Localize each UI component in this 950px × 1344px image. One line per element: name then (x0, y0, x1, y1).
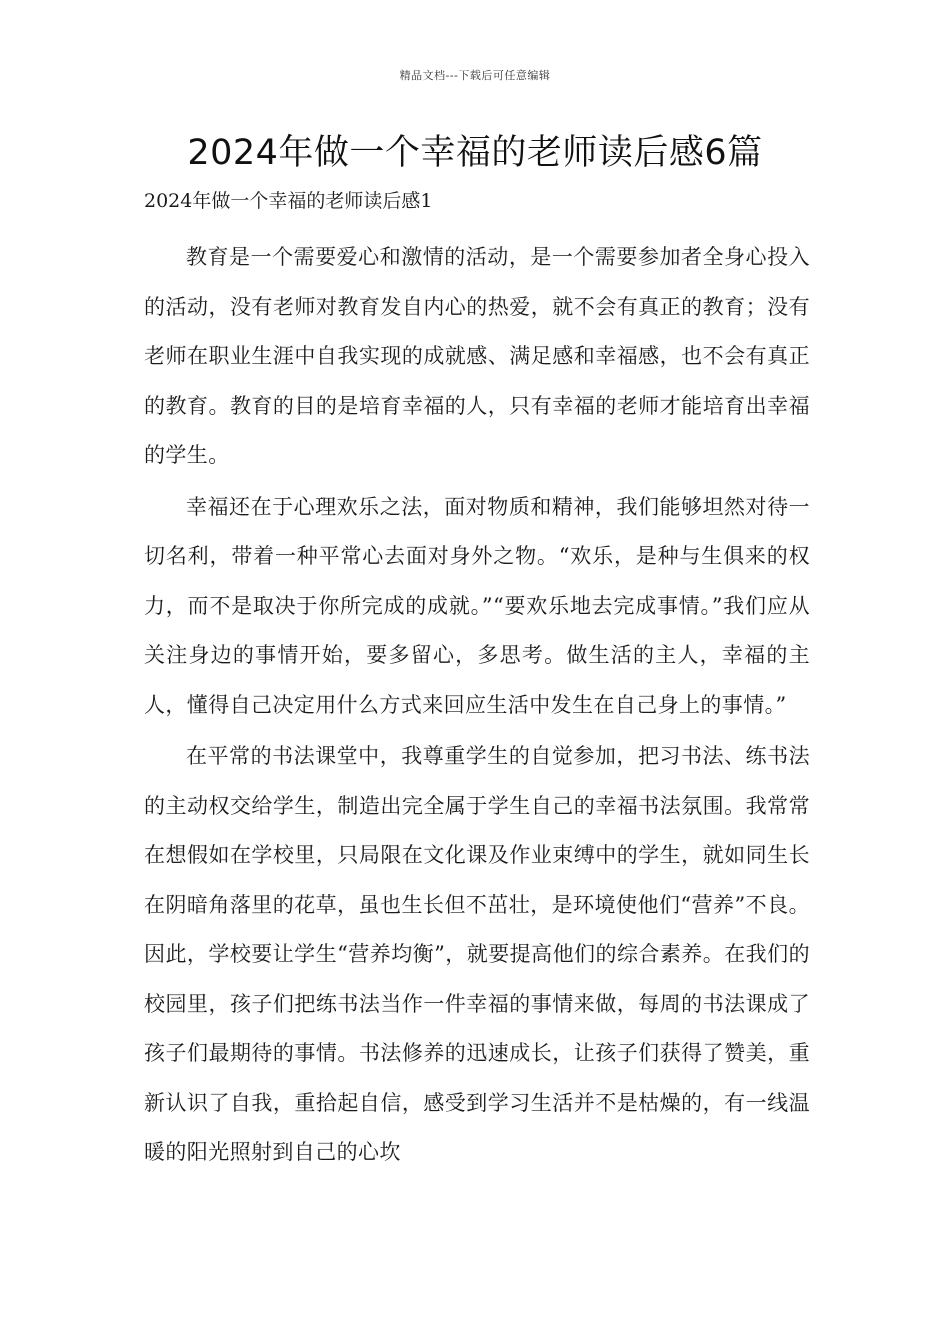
paragraph-1: 教育是一个需要爱心和激情的活动，是一个需要参加者全身心投入的活动，没有老师对教育发自内心的热爱，就不会有真正的教育；没有老师在职业生涯中自我实现的成就感、满足感和幸福感，也不会有真正的教育。教育的目的是培育幸福的人，只有幸福的老师才能培育出幸福的学生。 (144, 245, 810, 467)
paragraph-3: 在平常的书法课堂中，我尊重学生的自觉参加，把习书法、练书法的主动权交给学生，制造出完全属于学生自己的幸福书法氛围。我常常在想假如在学校里，只局限在文化课及作业束缚中的学生，就如同生长在阴暗角落里的花草，虽也生长但不茁壮，是环境使他们“营养”不良。因此，学校要让学生“营养均衡”，就要提高他们的综合素养。在我们的校园里，孩子们把练书法当作一件幸福的事情来做，每周的书法课成了孩子们最期待的事情。书法修养的迅速成长，让孩子们获得了赞美，重新认识了自我，重拾起自信，感受到学习生活并不是枯燥的，有一线温暖的阳光照射到自己的心坎 (144, 744, 810, 1164)
document-body (144, 233, 810, 1180)
header-note: 精品文档---下载后可任意编辑 (399, 69, 551, 82)
paragraph-2: 幸福还在于心理欢乐之法，面对物质和精神，我们能够坦然对待一切名利，带着一种平常心去面对身外之物。“欢乐，是种与生俱来的权力，而不是取决于你所完成的成就。”“要欢乐地去完成事情。”我们应从关注身边的事情开始，要多留心，多思考。做生活的主人，幸福的主人，懂得自己决定用什么方式来回应生活中发生在自己身上的事情。” (144, 494, 810, 717)
section-heading: 2024年做一个幸福的老师读后感1 (144, 190, 433, 212)
document-title: 2024年做一个幸福的老师读后感6篇 (187, 133, 763, 173)
